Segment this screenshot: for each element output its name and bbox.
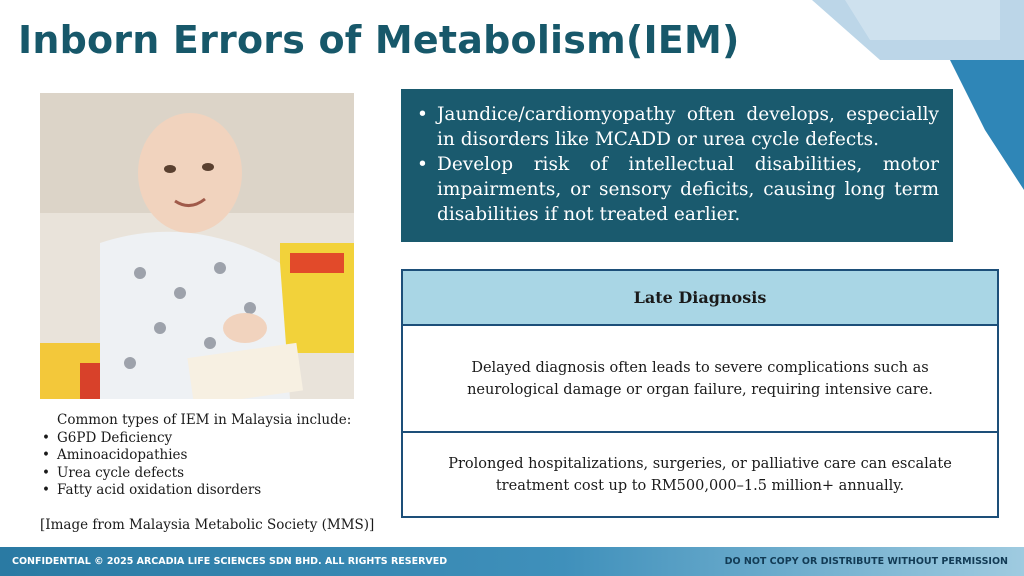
table-row: Delayed diagnosis often leads to severe complications such as neurological damage or organ failure, requiring intensive care. xyxy=(467,359,933,398)
page-title: Inborn Errors of Metabolism(IEM) xyxy=(18,18,740,62)
list-item: • Urea cycle defects xyxy=(40,465,360,483)
common-types-intro: Common types of IEM in Malaysia include: xyxy=(57,412,352,428)
distribution-notice: DO NOT COPY OR DISTRIBUTE WITHOUT PERMISSION xyxy=(724,556,1008,567)
common-types-list xyxy=(40,412,360,500)
table-header: Late Diagnosis xyxy=(403,271,997,326)
table-row: Prolonged hospitalizations, surgeries, or palliative care can escalate treatment cost up to RM500,000–1.5 million+ annually. xyxy=(403,431,997,516)
late-diagnosis-table xyxy=(401,269,999,518)
copyright-notice: CONFIDENTIAL © 2025 ARCADIA LIFE SCIENCES SDN BHD. ALL RIGHTS RESERVED xyxy=(12,556,448,567)
baby-photo xyxy=(40,93,354,399)
list-item: • Aminoacidopathies xyxy=(40,447,360,465)
key-point: • Develop risk of intellectual disabilities, motor impairments, or sensory deficits, causing long term disabilities if not treated earlier. xyxy=(415,152,939,227)
image-credit: [Image from Malaysia Metabolic Society (MMS)] xyxy=(40,517,375,533)
list-item: • Fatty acid oxidation disorders xyxy=(40,482,360,500)
key-points-panel xyxy=(401,89,953,242)
footer-bar xyxy=(0,547,1024,576)
list-item: • G6PD Deficiency xyxy=(40,430,360,448)
key-point: • Jaundice/cardiomyopathy often develops, especially in disorders like MCADD or urea cycle defects. xyxy=(415,102,939,152)
